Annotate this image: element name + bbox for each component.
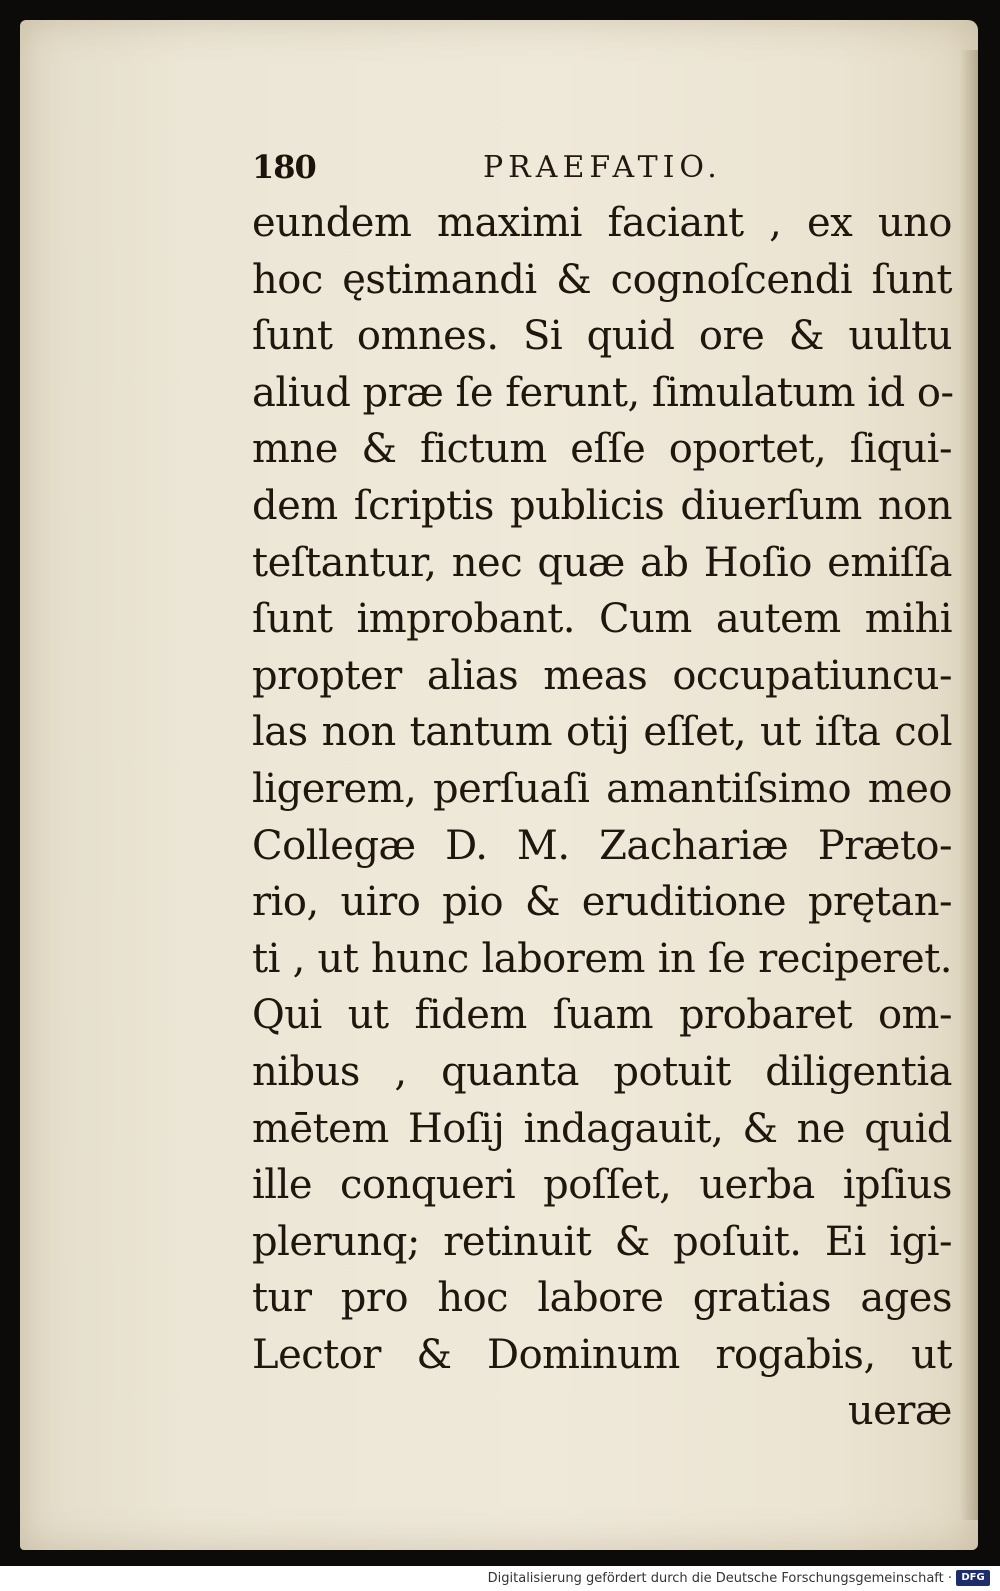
text-line: rio, uiro pio & eruditione prętan- xyxy=(252,879,952,926)
text-line: Qui ut fidem ſuam probaret om- xyxy=(252,992,952,1039)
text-line: Lector & Dominum rogabis, ut xyxy=(252,1331,952,1378)
text-line: plerunq; retinuit & poſuit. Ei igi- xyxy=(252,1218,952,1265)
text-line: aliud præ ſe ferunt, ſimulatum id o- xyxy=(252,369,954,416)
text-line: ti , ut hunc laborem in ſe reciperet. xyxy=(252,935,952,982)
digitization-credit: Digitalisierung gefördert durch die Deutsche Forschungsgemeinschaft · xyxy=(487,1571,952,1586)
dfg-logo-icon: DFG xyxy=(956,1570,990,1586)
text-line: tur pro hoc labore gratias ages xyxy=(252,1275,952,1322)
page-edge-shadow xyxy=(960,50,978,1520)
page-header xyxy=(20,142,978,192)
text-line: ligerem, perſuaſi amantiſsimo meo xyxy=(252,765,952,812)
catchword: ueræ xyxy=(847,1388,952,1435)
text-line: las non tantum otij eſſet, ut iſta col xyxy=(252,709,952,756)
text-line: ille conqueri poſſet, uerba ipſius xyxy=(252,1162,952,1209)
text-line: teſtantur, nec quæ ab Hoſio emiſſa xyxy=(252,539,952,586)
book-page xyxy=(20,20,978,1550)
text-line: propter alias meas occupatiuncu- xyxy=(252,652,952,699)
body-text xyxy=(252,195,952,1440)
running-head: PRAEFATIO. xyxy=(483,150,722,185)
footer-bar xyxy=(0,1566,1000,1591)
text-line: mētem Hoſij indagauit, & ne quid xyxy=(252,1105,952,1152)
text-line: eundem maximi faciant , ex uno xyxy=(252,200,952,246)
text-line: ſunt improbant. Cum autem mihi xyxy=(252,596,952,643)
text-line: nibus , quanta potuit diligentia xyxy=(252,1048,952,1095)
text-line: Collegæ D. M. Zachariæ Præto- xyxy=(252,822,952,869)
text-line: ſunt omnes. Si quid ore & uultu xyxy=(252,313,952,360)
page-number: 180 xyxy=(252,148,316,186)
text-line: hoc ęstimandi & cognoſcendi ſunt xyxy=(252,256,952,303)
text-line: dem ſcriptis publicis diuerſum non xyxy=(252,482,952,529)
text-line: mne & fictum eſſe oportet, ſiqui- xyxy=(252,426,952,473)
